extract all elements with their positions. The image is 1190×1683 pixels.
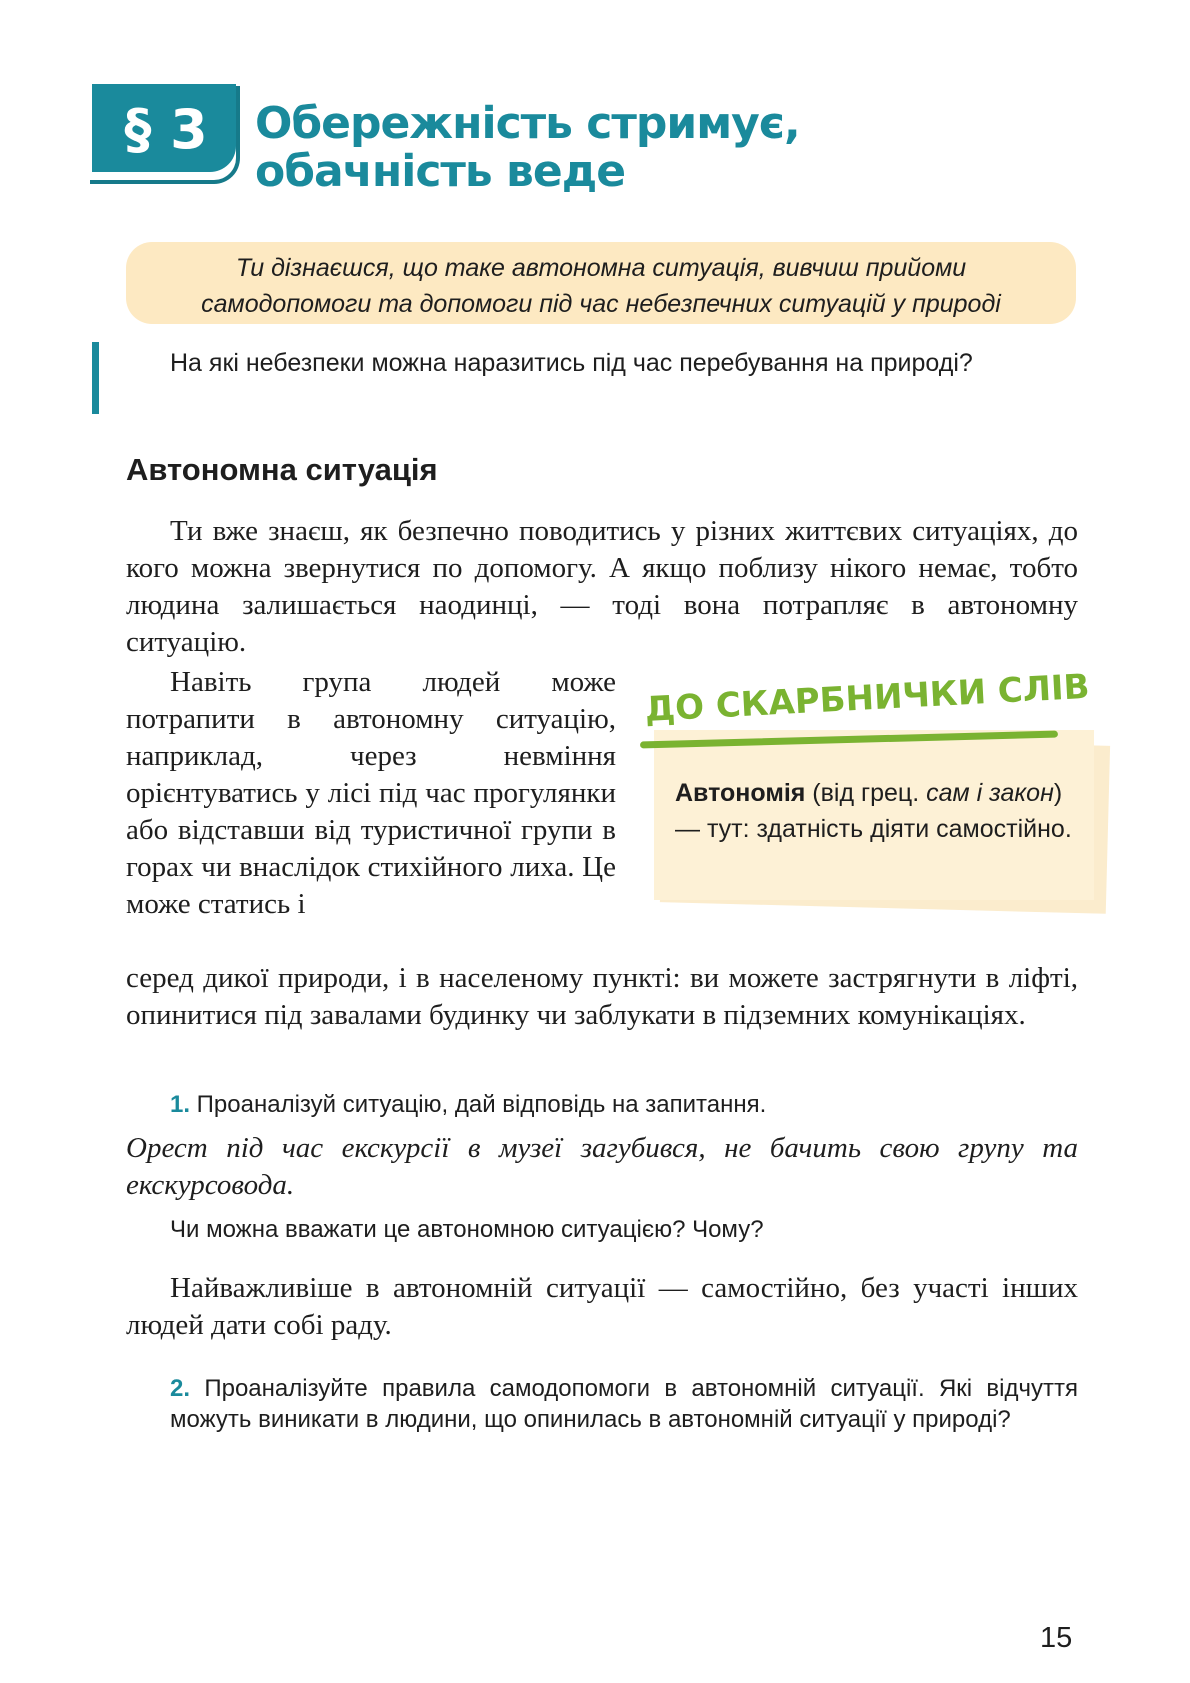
task-1-text: Проаналізуй ситуацію, дай відповідь на запитання.	[190, 1091, 767, 1118]
body-paragraph-1: Ти вже знаєш, як безпечно поводитись у різних життєвих ситуаціях, до кого можна звернутися по допомогу. А якщо поблизу нікого немає, тобто людина залишається наодинці, — тоді вона потрапляє в автономну ситуацію.	[126, 515, 1078, 658]
task-1	[170, 1089, 1070, 1121]
warmup-question: На які небезпеки можна наразитись під час перебування на природі?	[170, 349, 973, 377]
learning-goals-text	[130, 250, 1072, 322]
task-2	[170, 1373, 1078, 1435]
paragraph-number: § 3	[124, 98, 208, 161]
vocabulary-open: (від грец.	[805, 779, 927, 807]
vocabulary-definition	[675, 775, 1075, 847]
body-paragraph-2: Навіть група людей може потрапити в автономну ситуацію, наприклад, через невміння орієнтуватись у лісі під час прогулянки або відставши від туристичної групи в горах чи внаслідок стихійного лиха. Це може статись і	[126, 666, 616, 920]
task-1-situation: Орест під час екскурсії в музеї загубився, не бачить свою групу та екскурсовода.	[126, 1132, 1078, 1201]
task-2-number: 2.	[170, 1375, 191, 1402]
task-1-number: 1.	[170, 1091, 191, 1118]
page-title	[255, 100, 875, 196]
learning-goals-line-1: Ти дізнаєшся, що таке автономна ситуація, вивчиш прийоми	[235, 254, 967, 282]
vocabulary-term: Автономія	[675, 779, 806, 807]
body-paragraph-3: серед дикої природи, і в населеному пункті: ви можете застрягнути в ліфті, опинитися під завалами будинку чи заблукати в підземних комунікаціях.	[126, 962, 1078, 1031]
title-line-2: обачність веде	[255, 146, 626, 197]
vocabulary-meaning: ) — тут: здатність діяти самостійно.	[675, 779, 1072, 843]
section-heading: Автономна ситуація	[126, 452, 438, 487]
vocabulary-title: ДО СКАРБНИЧКИ СЛІВ	[643, 666, 1091, 730]
vocabulary-etymology: сам і закон	[926, 779, 1054, 807]
learning-goals-line-2: самодопомоги та допомоги під час небезпечних ситуацій у природі	[201, 290, 1001, 318]
title-line-1: Обережність стримує,	[255, 98, 800, 149]
question-marker	[92, 342, 99, 414]
body-paragraph-4: Найважливіше в автономній ситуації — самостійно, без участі інших людей дати собі раду.	[126, 1272, 1078, 1341]
task-1-question: Чи можна вважати це автономною ситуацією? Чому?	[170, 1216, 764, 1243]
task-2-text: Проаналізуйте правила самодопомоги в автономній ситуації. Які відчуття можуть виникати в людини, що опинилась в автономній ситуації у природі?	[170, 1375, 1078, 1433]
page-number: 15	[1040, 1622, 1073, 1654]
